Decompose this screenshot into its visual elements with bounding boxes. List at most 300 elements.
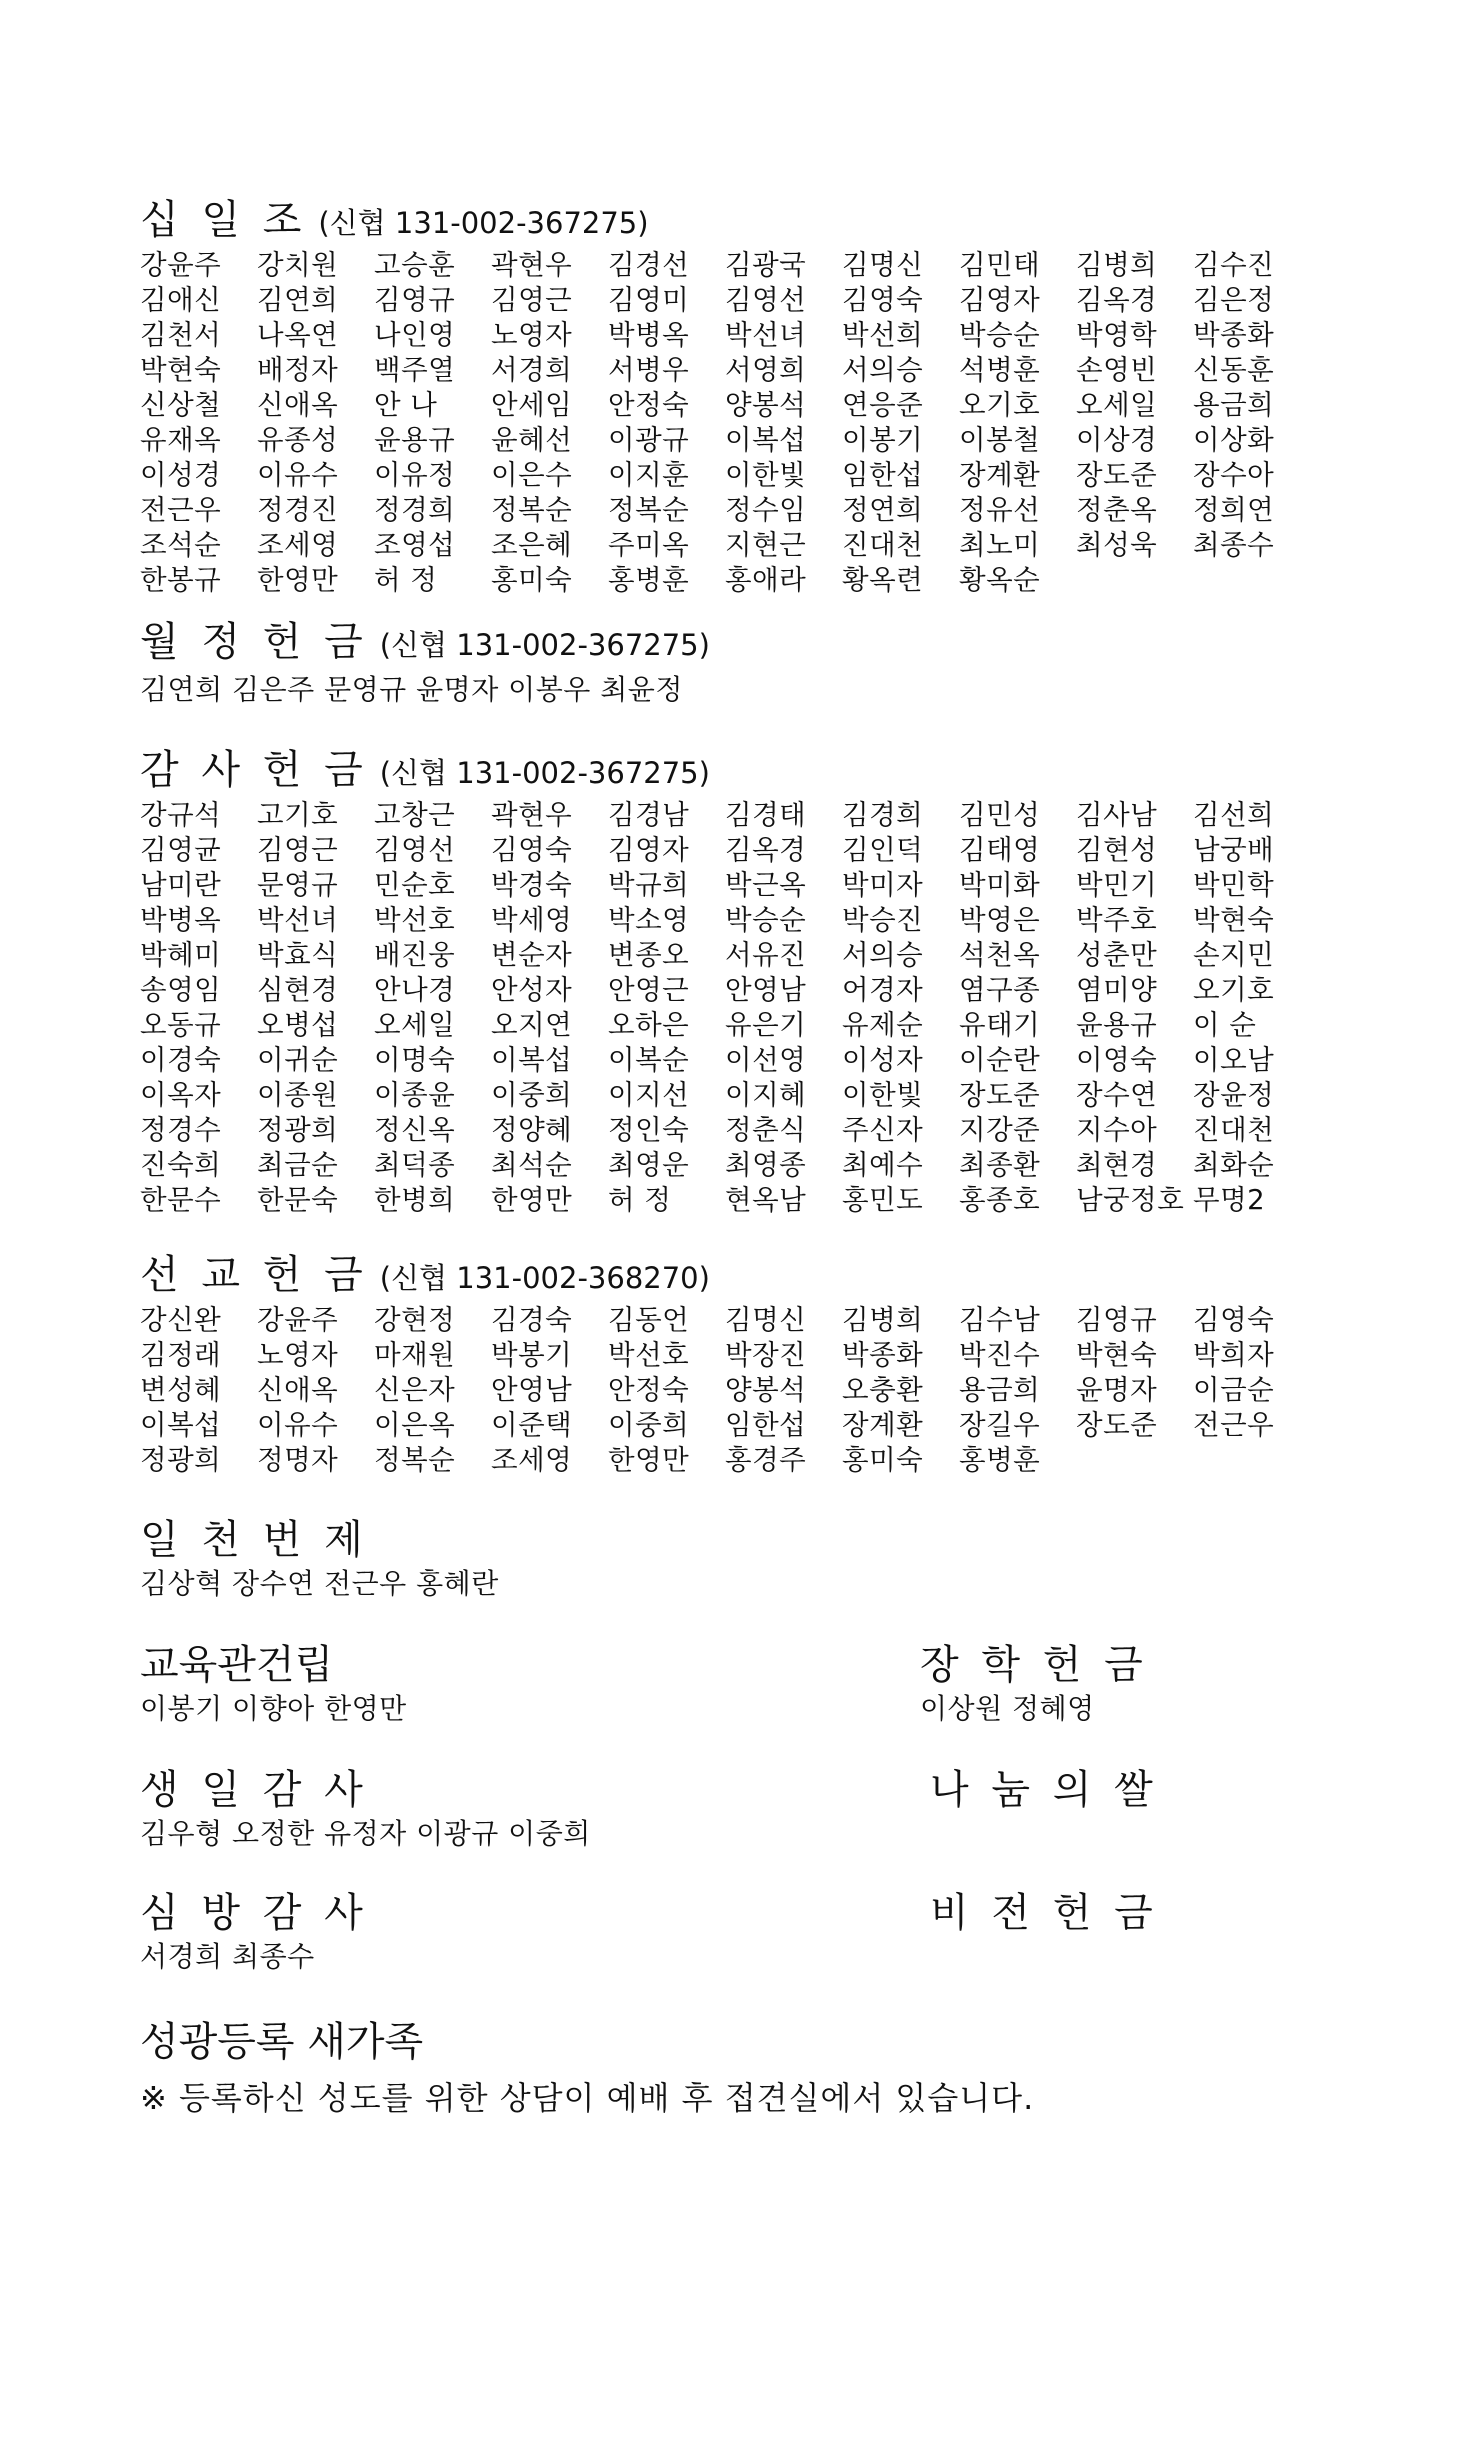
birthday-thanks-title: 생 일 감 사: [140, 1767, 368, 1813]
name-entry: 남궁정호: [1076, 1184, 1185, 1216]
name-entry: 정춘옥: [1076, 494, 1158, 526]
name-entry: 김영숙: [1193, 1304, 1275, 1336]
name-entry: 장도준: [1076, 1409, 1158, 1441]
name-entry: 박소영: [608, 904, 690, 936]
name-entry: 임한섭: [725, 1409, 807, 1441]
name-entry: 손지민: [1193, 939, 1275, 971]
name-entry: 이복섭: [140, 1409, 222, 1441]
name-entry: 박주호: [1076, 904, 1158, 936]
name-entry: 남궁배: [1193, 834, 1275, 866]
name-entry: 정광희: [257, 1114, 339, 1146]
name-entry: 신애옥: [257, 389, 339, 421]
name-entry: 이금순: [1193, 1374, 1275, 1406]
name-entry: 마재원: [374, 1339, 456, 1371]
name-entry: 김광국: [725, 249, 807, 281]
monthly-offering-section: [140, 619, 710, 708]
name-entry: 최영운: [608, 1149, 690, 1181]
name-entry: 이영숙: [1076, 1044, 1158, 1076]
name-entry: 김수진: [1193, 249, 1275, 281]
name-entry: 용금희: [959, 1374, 1041, 1406]
name-entry: 박미화: [959, 869, 1041, 901]
name-entry: 윤명자: [1076, 1374, 1158, 1406]
name-entry: 박선호: [374, 904, 456, 936]
name-entry: 한봉규: [140, 564, 222, 596]
name-entry: 박혜미: [140, 939, 222, 971]
name-entry: 김민태: [959, 249, 1041, 281]
name-entry: 윤용규: [374, 424, 456, 456]
name-entry: 안영남: [725, 974, 807, 1006]
name-entry: 전근우: [140, 494, 222, 526]
name-entry: 오기호: [959, 389, 1041, 421]
name-entry: 한문수: [140, 1184, 222, 1216]
name-entry: 강윤주: [257, 1304, 339, 1336]
name-entry: 김천서: [140, 319, 222, 351]
name-entry: 민순호: [374, 869, 456, 901]
name-entry: 배진웅: [374, 939, 456, 971]
name-entry: 강현정: [374, 1304, 456, 1336]
name-entry: 김경남: [608, 799, 690, 831]
name-entry: 지현근: [725, 529, 807, 561]
name-entry: 오충환: [842, 1374, 924, 1406]
tithe-section: [140, 197, 1310, 598]
name-entry: 변종오: [608, 939, 690, 971]
name-entry: 이한빛: [842, 1079, 924, 1111]
name-entry: 김인덕: [842, 834, 924, 866]
name-entry: 박민학: [1193, 869, 1275, 901]
name-entry: 유재옥: [140, 424, 222, 456]
name-entry: 양봉석: [725, 389, 807, 421]
name-entry: 박승진: [842, 904, 924, 936]
name-entry: 정경수: [140, 1114, 222, 1146]
name-entry: 장수연: [1076, 1079, 1158, 1111]
name-entry: 박영은: [959, 904, 1041, 936]
name-entry: 이준택: [491, 1409, 573, 1441]
name-entry: 김경숙: [491, 1304, 573, 1336]
monthly-offering-account: (신협 131-002-367275): [379, 628, 710, 662]
name-entry: 용금희: [1193, 389, 1275, 421]
name-entry: 고창근: [374, 799, 456, 831]
name-entry: 이봉철: [959, 424, 1041, 456]
name-entry: 오병섭: [257, 1009, 339, 1041]
name-entry: 홍종호: [959, 1184, 1041, 1216]
name-entry: 박현숙: [140, 354, 222, 386]
name-entry: 최예수: [842, 1149, 924, 1181]
name-entry: 정유선: [959, 494, 1041, 526]
name-entry: 최종수: [1193, 529, 1275, 561]
name-entry: 이복섭: [725, 424, 807, 456]
thousand-offering-title: 일 천 번 제: [140, 1517, 368, 1563]
name-entry: 안나경: [374, 974, 456, 1006]
name-entry: 박선호: [608, 1339, 690, 1371]
name-entry: 박근옥: [725, 869, 807, 901]
name-entry: 이유수: [257, 1409, 339, 1441]
name-entry: 한문숙: [257, 1184, 339, 1216]
name-entry: 오동규: [140, 1009, 222, 1041]
name-entry: 김영규: [374, 284, 456, 316]
name-entry: 이귀순: [257, 1044, 339, 1076]
scholarship-names: 이상원 정혜영: [920, 1692, 1095, 1725]
birthday-thanks-names: 김우형 오정한 유정자 이광규 이중희: [140, 1817, 591, 1850]
new-family-title: 성광등록 새가족: [140, 2019, 424, 2065]
name-entry: 박승순: [725, 904, 807, 936]
name-entry: 곽현우: [491, 249, 573, 281]
name-entry: 안세임: [491, 389, 573, 421]
name-entry: 조석순: [140, 529, 222, 561]
name-entry: 장도준: [959, 1079, 1041, 1111]
name-entry: 김은정: [1193, 284, 1275, 316]
name-entry: 박병옥: [140, 904, 222, 936]
thanks-offering-account: (신협 131-002-367275): [379, 756, 710, 790]
name-entry: 서경희: [491, 354, 573, 386]
name-entry: 박진수: [959, 1339, 1041, 1371]
name-entry: 이은수: [491, 459, 573, 491]
name-entry: 김영근: [491, 284, 573, 316]
name-entry: 강치원: [257, 249, 339, 281]
mission-offering-names: [140, 1303, 1310, 1478]
name-entry: 안정숙: [608, 1374, 690, 1406]
name-entry: 정명자: [257, 1444, 339, 1476]
name-entry: 정수임: [725, 494, 807, 526]
name-entry: 이성경: [140, 459, 222, 491]
name-entry: 조세영: [257, 529, 339, 561]
mission-offering-account: (신협 131-002-368270): [379, 1261, 710, 1295]
name-entry: 김명신: [725, 1304, 807, 1336]
name-entry: 김병희: [1076, 249, 1158, 281]
name-entry: 박선녀: [725, 319, 807, 351]
name-entry: 안 나: [374, 389, 438, 421]
name-entry: 노영자: [257, 1339, 339, 1371]
name-entry: 백주열: [374, 354, 456, 386]
name-entry: 박효식: [257, 939, 339, 971]
name-entry: 양봉석: [725, 1374, 807, 1406]
name-entry: 이은옥: [374, 1409, 456, 1441]
name-entry: 서의승: [842, 354, 924, 386]
name-entry: 정춘식: [725, 1114, 807, 1146]
name-entry: 이순란: [959, 1044, 1041, 1076]
name-entry: 최종환: [959, 1149, 1041, 1181]
name-entry: 최노미: [959, 529, 1041, 561]
name-entry: 성춘만: [1076, 939, 1158, 971]
name-entry: 김병희: [842, 1304, 924, 1336]
name-entry: 윤용규: [1076, 1009, 1158, 1041]
name-entry: 최성욱: [1076, 529, 1158, 561]
name-entry: 신은자: [374, 1374, 456, 1406]
name-entry: 석천옥: [959, 939, 1041, 971]
name-entry: 서의승: [842, 939, 924, 971]
monthly-offering-names: 김연희 김은주 문영규 윤명자 이봉우 최윤정: [140, 673, 683, 706]
name-entry: 유은기: [725, 1009, 807, 1041]
name-entry: 문영규: [257, 869, 339, 901]
name-entry: 진대천: [842, 529, 924, 561]
name-entry: 박민기: [1076, 869, 1158, 901]
name-entry: 정경희: [374, 494, 456, 526]
name-entry: 노영자: [491, 319, 573, 351]
name-entry: 정복순: [374, 1444, 456, 1476]
name-entry: 정복순: [491, 494, 573, 526]
name-entry: 심현경: [257, 974, 339, 1006]
name-entry: 전근우: [1193, 1409, 1275, 1441]
name-entry: 최영종: [725, 1149, 807, 1181]
name-entry: 박현숙: [1193, 904, 1275, 936]
name-entry: 김현성: [1076, 834, 1158, 866]
name-entry: 홍민도: [842, 1184, 924, 1216]
name-entry: 이복순: [608, 1044, 690, 1076]
name-entry: 오세일: [1076, 389, 1158, 421]
name-entry: 김태영: [959, 834, 1041, 866]
name-entry: 정경진: [257, 494, 339, 526]
name-entry: 강규석: [140, 799, 222, 831]
name-entry: 김영숙: [842, 284, 924, 316]
thanks-offering-title: 감 사 헌 금: [140, 747, 368, 793]
visitation-thanks-section: [140, 1890, 368, 1975]
name-entry: 김선희: [1193, 799, 1275, 831]
name-entry: 김옥경: [725, 834, 807, 866]
name-entry: 한영만: [491, 1184, 573, 1216]
name-entry: 황옥순: [959, 564, 1041, 596]
name-entry: 김영균: [140, 834, 222, 866]
tithe-names: [140, 248, 1310, 598]
name-entry: 유종성: [257, 424, 339, 456]
name-entry: 홍미숙: [491, 564, 573, 596]
tithe-title: 십 일 조: [140, 197, 307, 243]
name-entry: 정양혜: [491, 1114, 573, 1146]
name-entry: 박병옥: [608, 319, 690, 351]
name-entry: 이종원: [257, 1079, 339, 1111]
name-entry: 장계환: [842, 1409, 924, 1441]
name-entry: 안정숙: [608, 389, 690, 421]
name-entry: 강신완: [140, 1304, 222, 1336]
name-entry: 나인영: [374, 319, 456, 351]
name-entry: 정희연: [1193, 494, 1275, 526]
name-entry: 남미란: [140, 869, 222, 901]
name-entry: 장길우: [959, 1409, 1041, 1441]
name-entry: 임한섭: [842, 459, 924, 491]
name-entry: 신애옥: [257, 1374, 339, 1406]
name-entry: 주미옥: [608, 529, 690, 561]
name-entry: 이선영: [725, 1044, 807, 1076]
name-entry: 이한빛: [725, 459, 807, 491]
name-entry: 어경자: [842, 974, 924, 1006]
thanks-offering-section: [140, 747, 1310, 1218]
name-entry: 배정자: [257, 354, 339, 386]
tithe-account: (신협 131-002-367275): [318, 206, 649, 240]
name-entry: 박영학: [1076, 319, 1158, 351]
name-entry: 조은혜: [491, 529, 573, 561]
name-entry: 윤혜선: [491, 424, 573, 456]
scholarship-title: 장 학 헌 금: [920, 1642, 1148, 1688]
name-entry: 이유정: [374, 459, 456, 491]
name-entry: 정복순: [608, 494, 690, 526]
monthly-offering-title: 월 정 헌 금: [140, 619, 368, 665]
vision-offering-title: 비 전 헌 금: [930, 1890, 1158, 1936]
name-entry: 김수남: [959, 1304, 1041, 1336]
name-entry: 김민성: [959, 799, 1041, 831]
name-entry: 고기호: [257, 799, 339, 831]
name-entry: 염구종: [959, 974, 1041, 1006]
thousand-offering-names: 김상혁 장수연 전근우 홍혜란: [140, 1567, 499, 1600]
thousand-offering-section: [140, 1517, 499, 1602]
name-entry: 무명2: [1193, 1184, 1266, 1216]
name-entry: 홍미숙: [842, 1444, 924, 1476]
name-entry: 김영자: [608, 834, 690, 866]
name-entry: 오기호: [1193, 974, 1275, 1006]
name-entry: 서영희: [725, 354, 807, 386]
name-entry: 홍애라: [725, 564, 807, 596]
name-entry: 송영임: [140, 974, 222, 1006]
name-entry: 이지선: [608, 1079, 690, 1111]
name-entry: 박승순: [959, 319, 1041, 351]
name-entry: 김경선: [608, 249, 690, 281]
name-entry: 이오남: [1193, 1044, 1275, 1076]
name-entry: 이유수: [257, 459, 339, 491]
name-entry: 강윤주: [140, 249, 222, 281]
name-entry: 유제순: [842, 1009, 924, 1041]
name-entry: 곽현우: [491, 799, 573, 831]
name-entry: 홍경주: [725, 1444, 807, 1476]
mission-offering-title: 선 교 헌 금: [140, 1252, 368, 1298]
vision-offering-section: [930, 1890, 1158, 1936]
name-entry: 이경숙: [140, 1044, 222, 1076]
name-entry: 박장진: [725, 1339, 807, 1371]
name-entry: 이상화: [1193, 424, 1275, 456]
name-entry: 김경태: [725, 799, 807, 831]
name-entry: 박미자: [842, 869, 924, 901]
name-entry: 이중희: [608, 1409, 690, 1441]
name-entry: 조영섭: [374, 529, 456, 561]
name-entry: 주신자: [842, 1114, 924, 1146]
name-entry: 김애신: [140, 284, 222, 316]
name-entry: 이옥자: [140, 1079, 222, 1111]
name-entry: 손영빈: [1076, 354, 1158, 386]
name-entry: 정연희: [842, 494, 924, 526]
name-entry: 김사남: [1076, 799, 1158, 831]
education-building-section: [140, 1642, 407, 1727]
name-entry: 이지훈: [608, 459, 690, 491]
name-entry: 장도준: [1076, 459, 1158, 491]
name-entry: 나옥연: [257, 319, 339, 351]
name-entry: 박종화: [1193, 319, 1275, 351]
name-entry: 홍병훈: [959, 1444, 1041, 1476]
name-entry: 진숙희: [140, 1149, 222, 1181]
sharing-rice-title: 나 눔 의 쌀: [930, 1767, 1158, 1813]
name-entry: 한영만: [257, 564, 339, 596]
thanks-offering-names: [140, 798, 1310, 1218]
name-entry: 석병훈: [959, 354, 1041, 386]
name-entry: 정광희: [140, 1444, 222, 1476]
name-entry: 박현숙: [1076, 1339, 1158, 1371]
name-entry: 박세영: [491, 904, 573, 936]
name-entry: 이성자: [842, 1044, 924, 1076]
name-entry: 이지혜: [725, 1079, 807, 1111]
name-entry: 정신옥: [374, 1114, 456, 1146]
name-entry: 최현경: [1076, 1149, 1158, 1181]
visitation-thanks-names: 서경희 최종수: [140, 1940, 315, 1973]
name-entry: 박희자: [1193, 1339, 1275, 1371]
name-entry: 박봉기: [491, 1339, 573, 1371]
name-entry: 이복섭: [491, 1044, 573, 1076]
name-entry: 현옥남: [725, 1184, 807, 1216]
name-entry: 김영숙: [491, 834, 573, 866]
name-entry: 김영근: [257, 834, 339, 866]
name-entry: 박선희: [842, 319, 924, 351]
name-entry: 김동언: [608, 1304, 690, 1336]
name-entry: 서유진: [725, 939, 807, 971]
name-entry: 장수아: [1193, 459, 1275, 491]
name-entry: 박규희: [608, 869, 690, 901]
name-entry: 신동훈: [1193, 354, 1275, 386]
name-entry: 오지연: [491, 1009, 573, 1041]
name-entry: 이상경: [1076, 424, 1158, 456]
name-entry: 김영규: [1076, 1304, 1158, 1336]
name-entry: 김영선: [374, 834, 456, 866]
name-entry: 조세영: [491, 1444, 573, 1476]
sharing-rice-section: [930, 1767, 1158, 1813]
name-entry: 이봉기: [842, 424, 924, 456]
name-entry: 한영만: [608, 1444, 690, 1476]
name-entry: 연응준: [842, 389, 924, 421]
name-entry: 유태기: [959, 1009, 1041, 1041]
name-entry: 이중희: [491, 1079, 573, 1111]
name-entry: 염미양: [1076, 974, 1158, 1006]
name-entry: 김영자: [959, 284, 1041, 316]
mission-offering-section: [140, 1252, 1310, 1478]
name-entry: 허 정: [374, 564, 438, 596]
education-building-title: 교육관건립: [140, 1642, 334, 1688]
name-entry: 허 정: [608, 1184, 672, 1216]
name-entry: 변순자: [491, 939, 573, 971]
name-entry: 안영남: [491, 1374, 573, 1406]
name-entry: 고승훈: [374, 249, 456, 281]
visitation-thanks-title: 심 방 감 사: [140, 1890, 368, 1936]
name-entry: 김연희: [257, 284, 339, 316]
name-entry: 안영근: [608, 974, 690, 1006]
name-entry: 김영미: [608, 284, 690, 316]
name-entry: 장계환: [959, 459, 1041, 491]
name-entry: 이명숙: [374, 1044, 456, 1076]
name-entry: 박선녀: [257, 904, 339, 936]
name-entry: 지강준: [959, 1114, 1041, 1146]
education-building-names: 이봉기 이향아 한영만: [140, 1692, 407, 1725]
name-entry: 변성혜: [140, 1374, 222, 1406]
name-entry: 최석순: [491, 1149, 573, 1181]
name-entry: 김경희: [842, 799, 924, 831]
new-family-section: [140, 2019, 1035, 2118]
name-entry: 서병우: [608, 354, 690, 386]
name-entry: 최덕종: [374, 1149, 456, 1181]
name-entry: 김정래: [140, 1339, 222, 1371]
name-entry: 최화순: [1193, 1149, 1275, 1181]
name-entry: 신상철: [140, 389, 222, 421]
name-entry: 홍병훈: [608, 564, 690, 596]
new-family-notice: ※ 등록하신 성도를 위한 상담이 예배 후 접견실에서 있습니다.: [140, 2079, 1035, 2117]
name-entry: 한병희: [374, 1184, 456, 1216]
scholarship-section: [920, 1642, 1148, 1727]
name-entry: 장윤정: [1193, 1079, 1275, 1111]
name-entry: 이종윤: [374, 1079, 456, 1111]
name-entry: 최금순: [257, 1149, 339, 1181]
name-entry: 안성자: [491, 974, 573, 1006]
name-entry: 박종화: [842, 1339, 924, 1371]
name-entry: 지수아: [1076, 1114, 1158, 1146]
birthday-thanks-section: [140, 1767, 591, 1852]
name-entry: 박경숙: [491, 869, 573, 901]
name-entry: 이 순: [1193, 1009, 1257, 1041]
name-entry: 김옥경: [1076, 284, 1158, 316]
name-entry: 정인숙: [608, 1114, 690, 1146]
name-entry: 김명신: [842, 249, 924, 281]
name-entry: 진대천: [1193, 1114, 1275, 1146]
name-entry: 오하은: [608, 1009, 690, 1041]
